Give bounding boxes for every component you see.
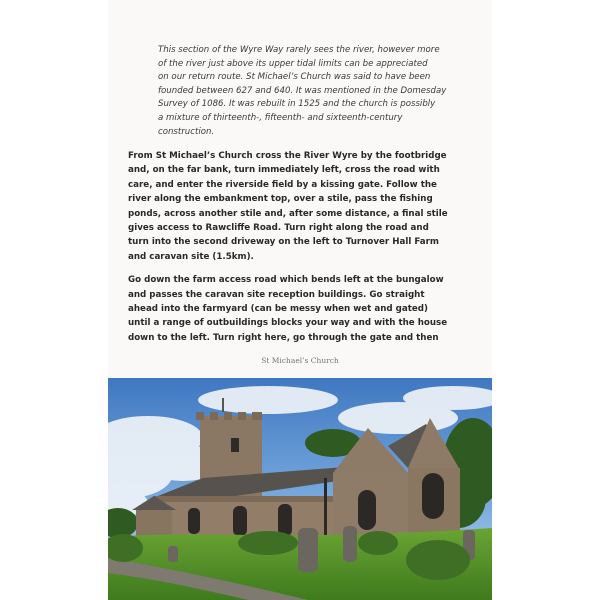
photo-caption: St Michael’s Church xyxy=(261,356,339,365)
intro-line: a mixture of thirteenth-, fifteenth- and sixteenth-century xyxy=(158,112,403,123)
text-line: down to the left. Turn right here, go through the gate and then xyxy=(128,332,439,343)
text-line: ponds, across another stile and, after some distance, a final stile xyxy=(128,208,448,219)
text-line: ahead into the farmyard (can be messy when wet and gated) xyxy=(128,304,428,315)
church-photo xyxy=(108,378,492,600)
text-line: and caravan site (1.5km). xyxy=(128,251,254,262)
intro-line: on our return route. St Michael’s Church was said to have been xyxy=(158,72,431,83)
text-line: until a range of outbuildings blocks your way and with the house xyxy=(128,318,448,329)
intro-line: This section of the Wyre Way rarely sees the river, however more xyxy=(158,45,440,55)
text-line: gives access to Rawcliffe Road. Turn right along the road and xyxy=(128,223,429,234)
route-directions xyxy=(128,149,464,354)
text-line: turn into the second driveway on the left to Turnover Hall Farm xyxy=(128,237,439,248)
text-line: From St Michael’s Church cross the River Wyre by the footbridge xyxy=(128,151,447,161)
intro-line: construction. xyxy=(158,126,215,137)
intro-line: of the river just above its upper tidal limits can be appreciated xyxy=(158,58,428,69)
intro-line: Survey of 1086. It was rebuilt in 1525 and the church is possibly xyxy=(158,99,436,110)
directions-paragraph-2 xyxy=(128,273,464,345)
text-line: care, and enter the riverside field by a kissing gate. Follow the xyxy=(128,179,437,190)
text-line: and passes the caravan site reception buildings. Go straight xyxy=(128,289,425,300)
intro-line: founded between 627 and 640. It was mentioned in the Domesday xyxy=(158,85,447,96)
text-line: river along the embankment top, over a stile, pass the fishing xyxy=(128,194,433,205)
text-line: and, on the far bank, turn immediately left, cross the road with xyxy=(128,165,440,176)
text-line: Go down the farm access road which bends left at the bungalow xyxy=(128,275,444,286)
intro-italic-text xyxy=(158,44,458,139)
directions-paragraph-1 xyxy=(128,149,464,264)
